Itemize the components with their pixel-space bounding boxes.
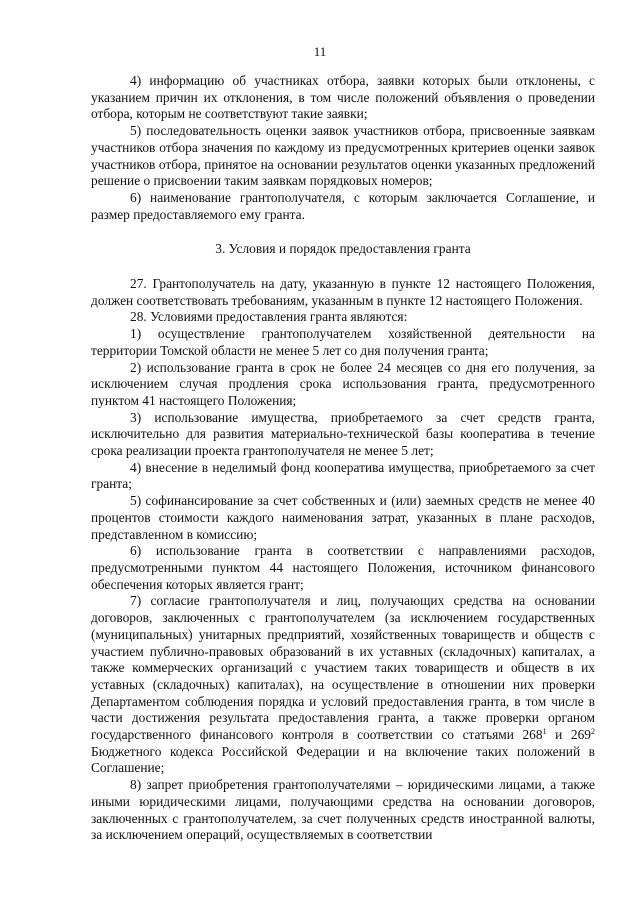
condition-7-superscript-2: 2 [591,727,595,737]
condition-7-superscript-1: 1 [542,727,547,737]
condition-7-text-before: 7) согласие грантополучателя и лиц, получающих средства на основании договоров, заключенных с грантополучателем (за исключением государственных (муниципальных) унитарных предприятий, хозяйственных товариществ и обществ с участием публично-правовых образований в их уставных (складочных) капиталах, а также коммерческих организаций с участием таких товариществ и обществ в их уставных (складочных) капиталах), на осуществление в отношении них проверки Департаментом соблюдения порядка и условий предоставления гранта, в том числе в части достижения результата предоставления гранта, а также проверки органом государственного финансового контроля в соответствии со статьями 268 [91,593,595,743]
paragraph-item-4: 4) информацию об участниках отбора, заявки которых были отклонены, с указанием причин их отклонения, в том числе положений объявления о проведении отбора, которым не соответствуют такие заявки; [91,73,595,122]
page-number: 11 [313,44,327,59]
condition-5: 5) софинансирование за счет собственных и (или) заемных средств не менее 40 процентов стоимости каждого наименования затрат, указанных в плане расходов, представленном в комиссию; [91,493,595,542]
condition-7 [91,593,595,777]
condition-1: 1) осуществление грантополучателем хозяйственной деятельности на территории Томской области не менее 5 лет со дня получения гранта; [91,326,595,358]
document-body [91,73,595,844]
section-heading: 3. Условия и порядок предоставления гранта [215,241,471,257]
paragraph-item-6: 6) наименование грантополучателя, с которым заключается Соглашение, и размер предоставляемого ему гранта. [91,189,595,222]
paragraph-28: 28. Условиями предоставления гранта являются: [130,309,408,325]
condition-4: 4) внесение в неделимый фонд кооператива имущества, приобретаемого за счет гранта; [91,459,595,492]
paragraph-item-5: 5) последовательность оценки заявок участников отбора, присвоенные заявкам участников отбора значения по каждому из предусмотренных критериев оценки заявок участников отбора, принятое на основании результатов оценки указанных предложений решение о присвоении таким заявкам порядковых номеров; [91,123,595,189]
condition-7-text-after: Бюджетного кодекса Российской Федерации и на включение таких положений в Соглашение; [91,743,595,776]
condition-7-text-mid: и 269 [546,727,591,743]
paragraph-27: 27. Грантополучатель на дату, указанную в пункте 12 настоящего Положения, должен соответствовать требованиям, указанным в пункте 12 настоящего Положения. [91,276,595,308]
condition-8: 8) запрет приобретения грантополучателями – юридическими лицами, а также иными юридическими лицами, получающими средства на основании договоров, заключенных с грантополучателем, за счет полученных средств иностранной валюты, за исключением операций, осуществляемых в соответствии [91,777,595,843]
condition-3: 3) использование имущества, приобретаемого за счет средств гранта, исключительно для развития материально-технической базы кооператива в течение срока реализации проекта грантополучателя не менее 5 лет; [91,409,595,459]
condition-2: 2) использование гранта в срок не более 24 месяцев со дня его получения, за исключением случая продления срока использования гранта, предусмотренного пунктом 41 настоящего Положения; [91,359,595,408]
condition-6: 6) использование гранта в соответствии с направлениями расходов, предусмотренными пунктом 44 настоящего Положения, источником финансового обеспечения которых является грант; [91,543,595,592]
